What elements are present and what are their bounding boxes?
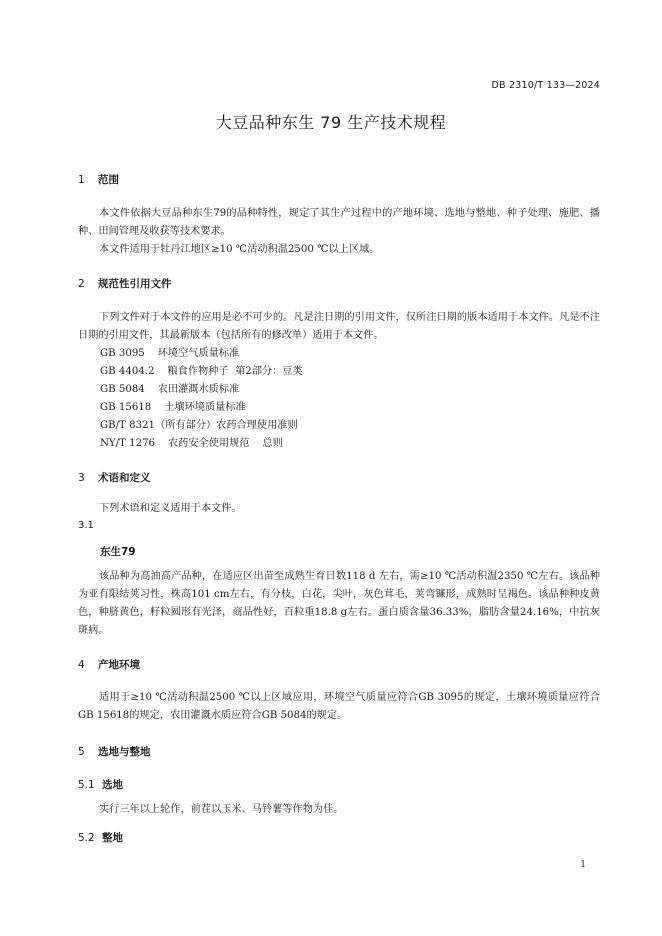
section-title: 整地 [102,832,123,844]
paragraph: 下列术语和定义适用于本文件。 [99,503,242,514]
section-title: 产地环境 [98,659,140,671]
reference-item: NY/T 1276 农药安全使用规范 总则 [100,438,283,449]
section-number: 3 [78,472,85,484]
section-number: 1 [78,174,85,186]
section-title: 规范性引用文件 [98,278,172,290]
paragraph: 本文件适用于牡丹江地区≥10 ℃活动积温2500 ℃以上区域。 [99,244,380,255]
paragraph: 下列文件对于本文件的应用是必不可少的。凡是注日期的引用文件，仅所注日期的版本适用于本文件。凡是不注日期的引用文件，其最新版本（包括所有的修改单）适用于本文件。 [78,312,600,341]
page-number: 1 [580,860,586,870]
subsection-heading-5-1 [78,777,123,792]
term-number: 3.1 [78,520,94,531]
reference-item: GB 3095 环境空气质量标准 [100,348,240,359]
section-number: 2 [78,278,85,290]
standard-code: DB 2310/T 133—2024 [491,80,600,91]
section-heading-4 [78,657,140,672]
section-title: 选地与整地 [98,746,151,758]
term-definition: 该品种为高油高产品种，在适应区出苗至成熟生育日数118 d 左右，需≥10 ℃活动积温2350 ℃左右。该品种为亚有限结荚习性，株高101 cm左右，有分枝，白花，尖叶，灰色茸毛，荚弯镰形，成熟时呈褐色。该品种种皮黄色，种脐黄色，籽粒圆形有光泽，商品性好，百粒重18.8 g左右。蛋白质含量36.33%，脂肪含量24.16%，中抗灰斑病。 [78,571,600,636]
section-number: 5 [78,746,85,758]
paragraph: 本文件依据大豆品种东生79的品种特性，规定了其生产过程中的产地环境、选地与整地、种子处理、施肥、播种、田间管理及收获等技术要求。 [78,208,600,237]
paragraph: 适用于≥10 ℃活动积温2500 ℃以上区域应用，环境空气质量应符合GB 3095的规定，土壤环境质量应符合GB 15618的规定，农田灌溉水质应符合GB 5084的规定。 [78,692,600,721]
section-heading-5 [78,744,151,759]
section-title: 术语和定义 [98,472,151,484]
section-title: 选地 [102,779,123,791]
reference-item: GB 4404.2 粮食作物种子 第2部分：豆类 [100,366,303,377]
paragraph: 实行三年以上轮作，前茬以玉米、马铃薯等作物为佳。 [99,804,344,815]
section-title: 范围 [98,174,119,186]
document-title: 大豆品种东生 79 生产技术规程 [215,113,447,132]
reference-item: GB/T 8321（所有部分）农药合理使用准则 [100,420,298,431]
reference-item: GB 15618 土壤环境质量标准 [100,402,246,413]
section-heading-2 [78,276,172,291]
section-heading-1 [78,172,119,187]
term-name: 东生79 [100,546,136,558]
section-heading-3 [78,470,151,485]
subsection-heading-5-2 [78,830,123,845]
section-number: 4 [78,659,85,671]
section-number: 5.2 [78,832,95,844]
reference-item: GB 5084 农田灌溉水质标准 [100,384,240,395]
section-number: 5.1 [78,779,95,791]
